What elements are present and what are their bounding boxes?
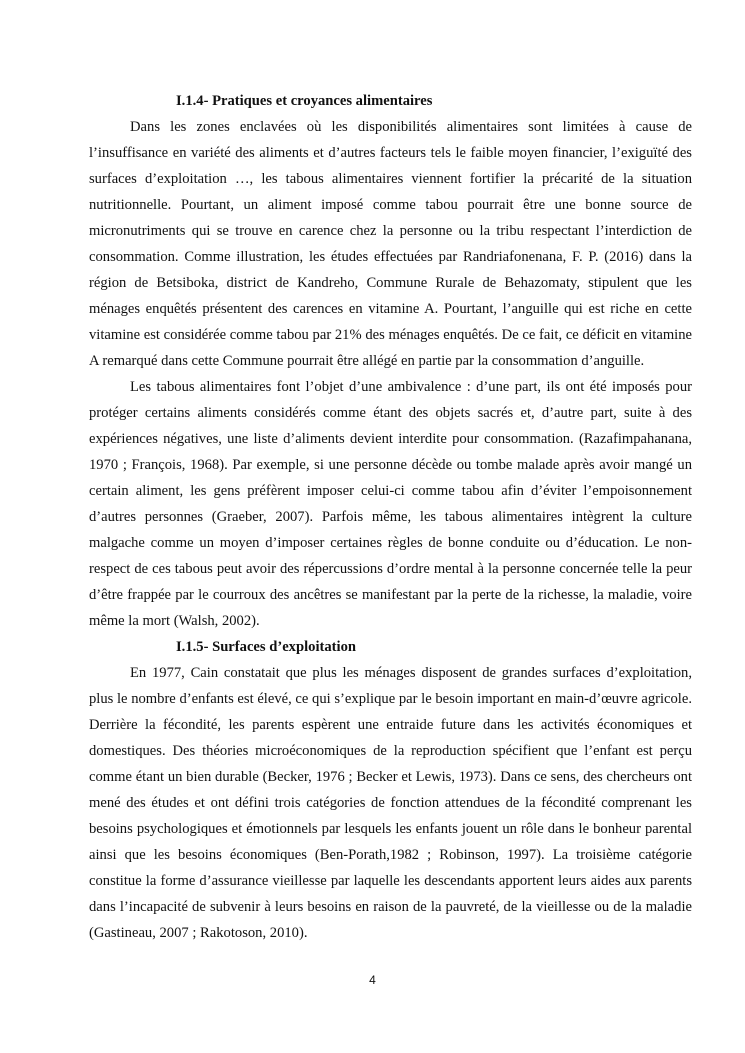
section-food-practices [89, 88, 692, 634]
page-number: 4 [369, 973, 376, 987]
paragraph: Les tabous alimentaires font l’objet d’une ambivalence : d’une part, ils ont été imposés pour protéger certains aliments considérés comme étant des objets sacrés et, d’autre part, suite à des expériences négatives, une liste d’aliments devient interdite pour consommation. (Razafimpahanana, 1970 ; François, 1968). Par exemple, si une personne décède ou tombe malade après avoir mangé un certain aliment, les gens préfèrent imposer celui-ci comme tabou afin d’éviter l’empoisonnement d’autres personnes (Graeber, 2007). Parfois même, les tabous alimentaires intègrent la culture malgache comme un moyen d’imposer certaines règles de bonne conduite ou d’éducation. Le non-respect de ces tabous peut avoir des répercussions d’ordre mental à la personne concernée telle la peur d’être frappée par le courroux des ancêtres se manifestant par la perte de la richesse, la maladie, voire même la mort (Walsh, 2002). [89, 379, 692, 629]
paragraph: En 1977, Cain constatait que plus les ménages disposent de grandes surfaces d’exploitation, plus le nombre d’enfants est élevé, ce qui s’explique par le besoin important en main-d’œuvre agricole. Derrière la fécondité, les parents espèrent une entraide future dans les activités économiques et domestiques. Des théories microéconomiques de la reproduction spécifient que l’enfant est perçu comme étant un bien durable (Becker, 1976 ; Becker et Lewis, 1973). Dans ce sens, des chercheurs ont mené des études et ont défini trois catégories de fonction attendues de la fécondité comprenant les besoins psychologiques et émotionnels par lesquels les enfants jouent un rôle dans le bonheur parental ainsi que les besoins économiques (Ben-Porath,1982 ; Robinson, 1997). La troisième catégorie constitue la forme d’assurance vieillesse par laquelle les descendants apportent leurs aides aux parents dans l’incapacité de subvenir à leurs besoins en raison de la pauvreté, de la vieillesse ou de la maladie (Gastineau, 2007 ; Rakotoson, 2010). [89, 665, 692, 941]
document-page [89, 88, 692, 946]
paragraph: Dans les zones enclavées où les disponibilités alimentaires sont limitées à cause de l’insuffisance en variété des aliments et d’autres facteurs tels le faible moyen financier, l’exiguïté des surfaces d’exploitation …, les tabous alimentaires viennent fortifier la précarité de la situation nutritionnelle. Pourtant, un aliment imposé comme tabou pourrait être une bonne source de micronutriments qui se trouve en carence chez la personne ou la tribu respectant l’interdiction de consommation. Comme illustration, les études effectuées par Randriafonenana, F. P. (2016) dans la région de Betsiboka, district de Kandreho, Commune Rurale de Behazomaty, stipulent que les ménages enquêtés présentent des carences en vitamine A. Pourtant, l’anguille qui est riche en cette vitamine est considérée comme tabou par 21% des ménages enquêtés. De ce fait, ce déficit en vitamine A remarqué dans cette Commune pourrait être allégé en partie par la consommation d’anguille. [89, 119, 692, 369]
section-heading: I.1.5- Surfaces d’exploitation [176, 639, 356, 655]
section-heading: I.1.4- Pratiques et croyances alimentaires [176, 93, 433, 109]
section-farm-surfaces [89, 634, 692, 946]
